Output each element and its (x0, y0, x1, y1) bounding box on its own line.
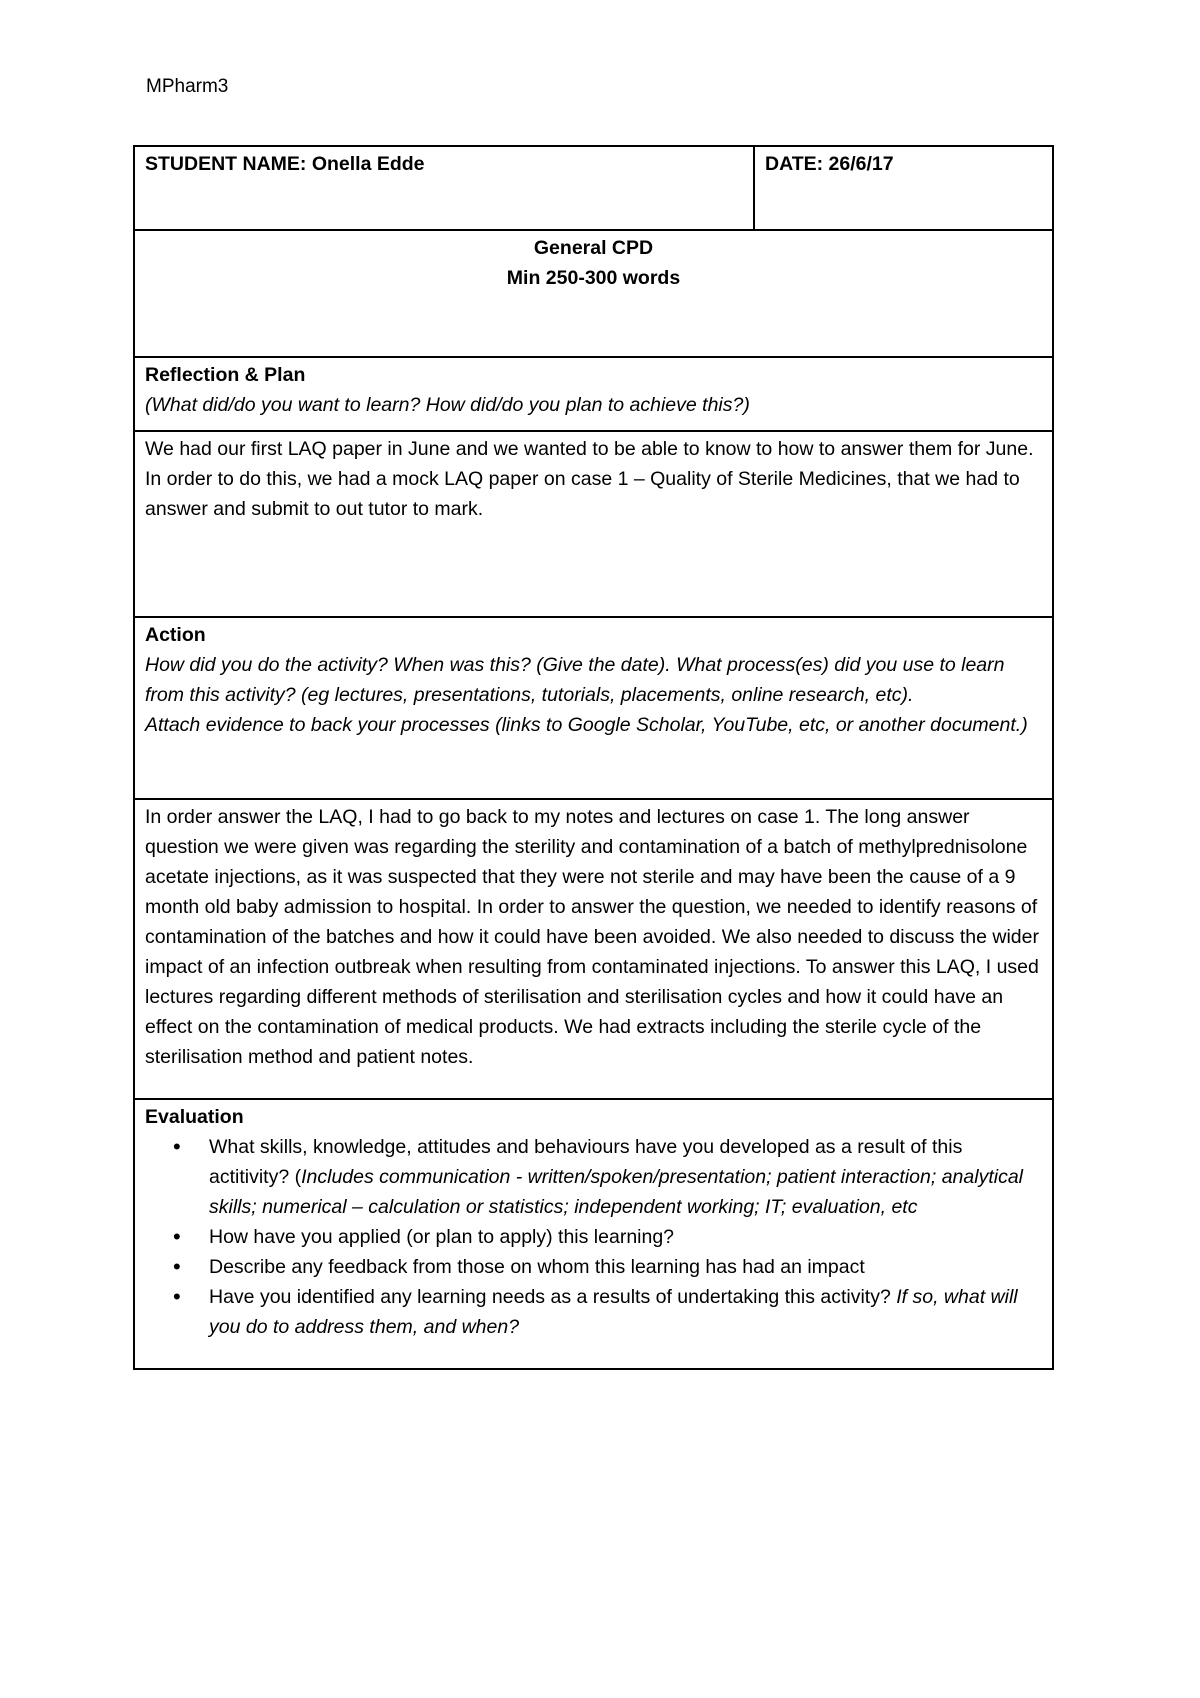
action-prompt-cell (134, 617, 1053, 799)
reflection-prompt-cell (134, 357, 1053, 431)
cpd-form-table (133, 145, 1054, 1370)
reflection-answer-cell: We had our first LAQ paper in June and we wanted to be able to know to how to answer them for June. In order to do this, we had a mock LAQ paper on case 1 – Quality of Sterile Medicines, that we had to answer and submit to out tutor to mark. (134, 431, 1053, 617)
evaluation-item-needs (209, 1282, 1042, 1342)
date-cell: DATE: 26/6/17 (754, 146, 1053, 230)
form-subtitle: Min 250-300 words (506, 267, 681, 289)
evaluation-heading: Evaluation (145, 1106, 244, 1128)
form-title: General CPD (533, 237, 654, 259)
action-prompt-1: How did you do the activity? When was this? (Give the date). What process(es) did you use to learn from this activity? (eg lectures, presentations, tutorials, placements, online research, etc). (145, 654, 1005, 706)
evaluation-list (145, 1132, 1042, 1342)
action-heading: Action (145, 624, 206, 646)
evaluation-item-feedback: • Describe any feedback from those on whom this learning has had an impact (209, 1252, 1042, 1282)
evaluation-cell (134, 1099, 1053, 1369)
evaluation-item-needs-followup: If so, what will you do to address them, and when? (209, 1286, 1018, 1338)
action-prompt-2: Attach evidence to back your processes (links to Google Scholar, YouTube, etc, or another document.) (145, 714, 1028, 736)
student-name-cell: STUDENT NAME: Onella Edde (134, 146, 754, 230)
reflection-heading: Reflection & Plan (145, 364, 306, 386)
title-cell (134, 230, 1053, 357)
evaluation-item-skills (209, 1132, 1042, 1222)
evaluation-item-needs-text: Have you identified any learning needs as a results of undertaking this activity? (209, 1286, 897, 1308)
action-answer-cell: In order answer the LAQ, I had to go back to my notes and lectures on case 1. The long answer question we were given was regarding the sterility and contamination of a batch of methylprednisolone acetate injections, as it was suspected that they were not sterile and may have been the cause of a 9 month old baby admission to hospital. In order to answer the question, we needed to identify reasons of contamination of the batches and how it could have been avoided. We also needed to discuss the wider impact of an infection outbreak when resulting from contaminated injections. To answer this LAQ, I used lectures regarding different methods of sterilisation and sterilisation cycles and how it could have an effect on the contamination of medical products. We had extracts including the sterile cycle of the sterilisation method and patient notes. (134, 799, 1053, 1099)
evaluation-item-skills-text: What skills, knowledge, attitudes and behaviours have you developed as a result of this actitivity? ( (209, 1136, 963, 1188)
reflection-prompt: (What did/do you want to learn? How did/do you plan to achieve this?) (145, 394, 750, 416)
page-header: MPharm3 (146, 76, 229, 97)
evaluation-item-applied: • How have you applied (or plan to apply) this learning? (209, 1222, 1042, 1252)
evaluation-item-skills-examples: Includes communication - written/spoken/presentation; patient interaction; analytical skills; numerical – calculation or statistics; independent working; IT; evaluation, etc (209, 1166, 1023, 1218)
